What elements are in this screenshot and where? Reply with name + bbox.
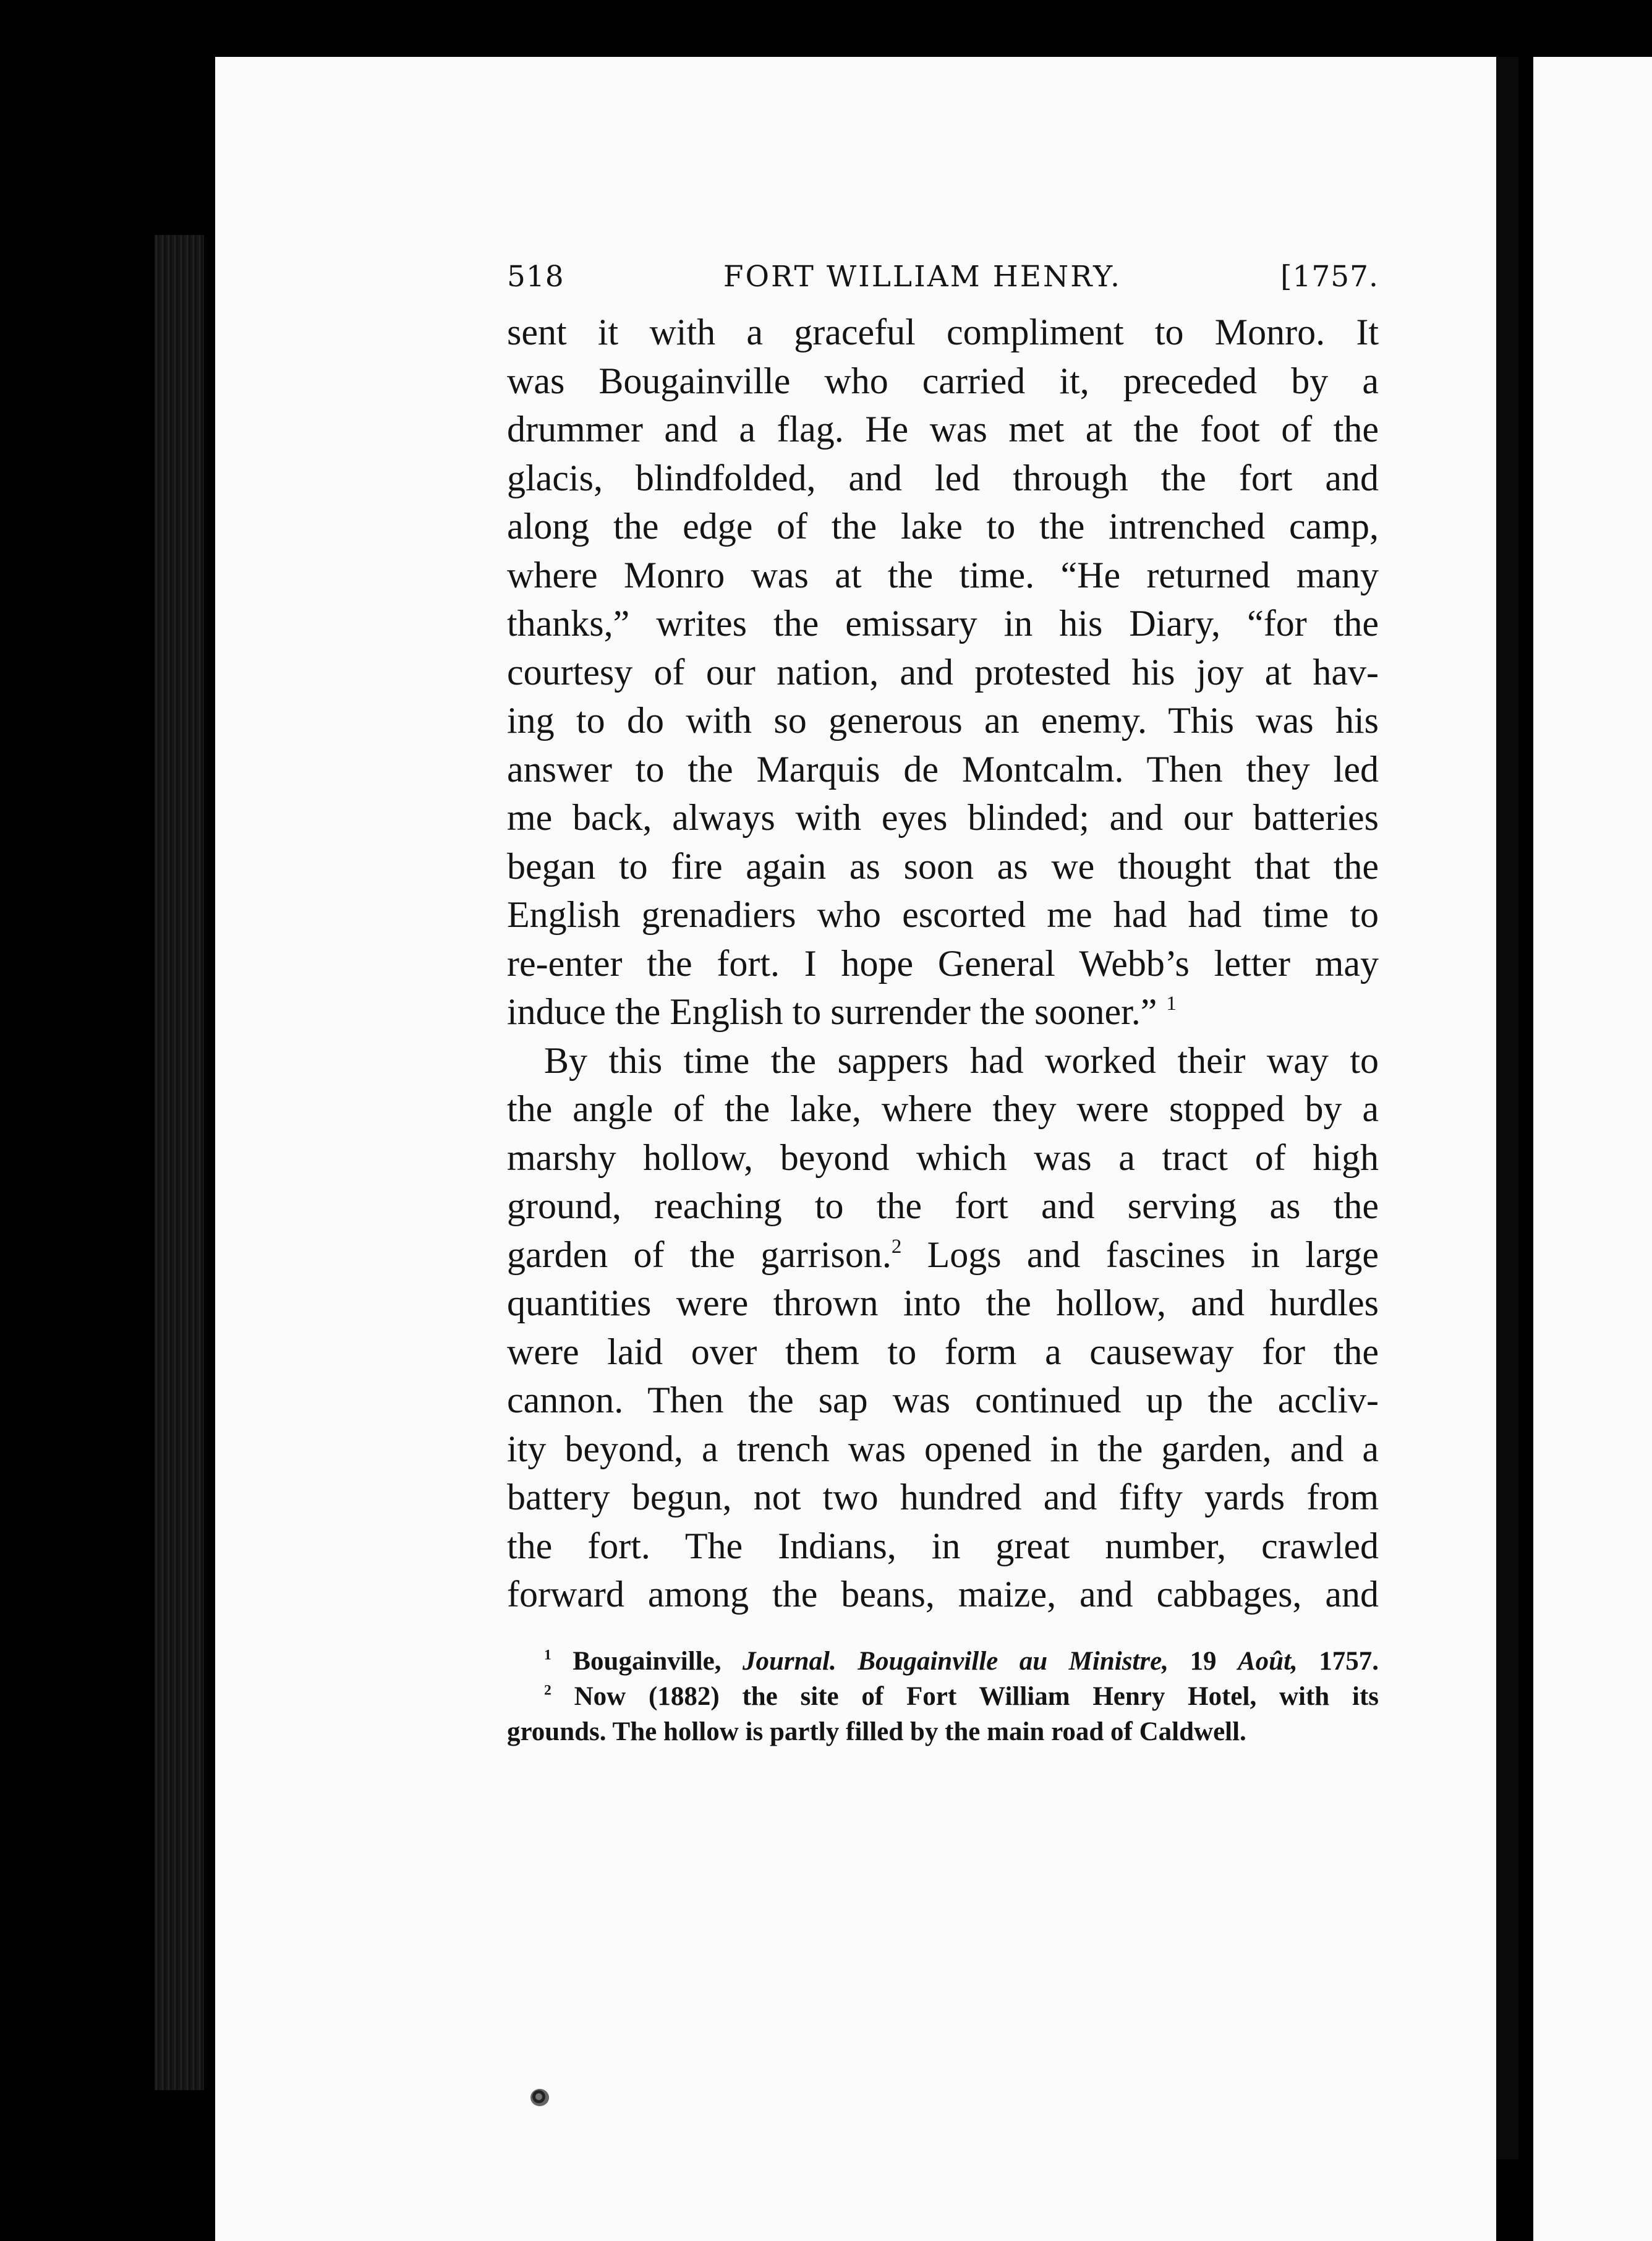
text-line: ing to do with so generous an enemy. This was his [507,700,1379,741]
text-line: battery begun, not two hundred and fifty yards from [507,1477,1379,1517]
text-line [507,1231,1379,1279]
footnote-1 [507,1644,1379,1679]
facing-page [1533,57,1652,2241]
text-line: ity beyond, a trench was opened in the garden, and a [507,1428,1379,1469]
text-line: was Bougainville who carried it, preceded by a [507,360,1379,401]
running-year: [1757. [1280,260,1379,294]
footnote-mark-1: 1 [544,1646,551,1663]
text-line-paragraph-start: By this time the sappers had worked their way to [544,1039,1379,1081]
footnote-italic: Août, [1237,1646,1298,1676]
text-line: quantities were thrown into the hollow, and hurdles [507,1283,1379,1323]
text-line-content: Logs and fascines in large [927,1234,1379,1275]
text-line-content: induce the English to surrender the sooner.” [507,991,1157,1032]
text-line: the fort. The Indians, in great number, crawled [507,1525,1379,1566]
footnote-text: Bougainville, [573,1646,743,1676]
footnote-space [837,1647,858,1676]
ink-blot-ornament-icon [530,2089,549,2106]
text-line: forward among the beans, maize, and cabbages, and [507,1574,1379,1615]
text-line: answer to the Marquis de Montcalm. Then they led [507,748,1379,790]
page-number: 518 [507,260,564,294]
running-title: FORT WILLIAM HENRY. [723,260,1122,294]
footnote-ref-2: 2 [891,1235,902,1258]
text-line: ground, reaching to the fort and serving as the [507,1185,1379,1226]
page-gutter-shadow [1496,57,1518,2159]
footnote-ref-1: 1 [1166,992,1177,1015]
text-line [507,988,1379,1036]
footnote-text: 1757. [1297,1646,1379,1676]
footnote-mark-2: 2 [544,1681,551,1698]
text-line: re-enter the fort. I hope General Webb’s letter may [507,942,1379,984]
footnotes [507,1644,1379,1749]
text-line: began to fire again as soon as we thought that the [507,845,1379,887]
page-content [507,260,1379,1749]
text-line: marshy hollow, beyond which was a tract of high [507,1137,1379,1178]
footnote-2-continued: grounds. The hollow is partly filled by the main road of Caldwell. [507,1717,1246,1746]
footnote-2 [507,1679,1379,1714]
footnote-text: Now (1882) the site of Fort William Henry Hotel, with its [574,1681,1379,1711]
body-text [507,308,1379,1619]
text-line: thanks,” writes the emissary in his Diary, “for the [507,603,1379,644]
text-line: English grenadiers who escorted me had had time to [507,894,1379,935]
book-spine [155,235,204,2090]
text-line: courtesy of our nation, and protested his joy at hav- [507,651,1379,693]
footnote-italic: Journal. [742,1646,837,1676]
text-line: glacis, blindfolded, and led through the fort and [507,457,1379,498]
running-head [507,260,1379,308]
text-line: where Monro was at the time. “He returned many [507,554,1379,595]
text-line-content: garden of the garrison. [507,1234,892,1275]
text-line: cannon. Then the sap was continued up the accliv- [507,1380,1379,1420]
text-line: me back, always with eyes blinded; and our batteries [507,797,1379,838]
text-line: sent it with a graceful compliment to Monro. It [507,312,1379,352]
footnote-text: 19 [1168,1646,1238,1676]
footnote-italic: Bougainville au Ministre, [858,1646,1169,1676]
text-line: drummer and a flag. He was met at the foot of the [507,409,1379,450]
text-line: the angle of the lake, where they were stopped by a [507,1088,1379,1129]
text-line: along the edge of the lake to the intrenched camp, [507,506,1379,547]
text-line: were laid over them to form a causeway for the [507,1331,1379,1372]
